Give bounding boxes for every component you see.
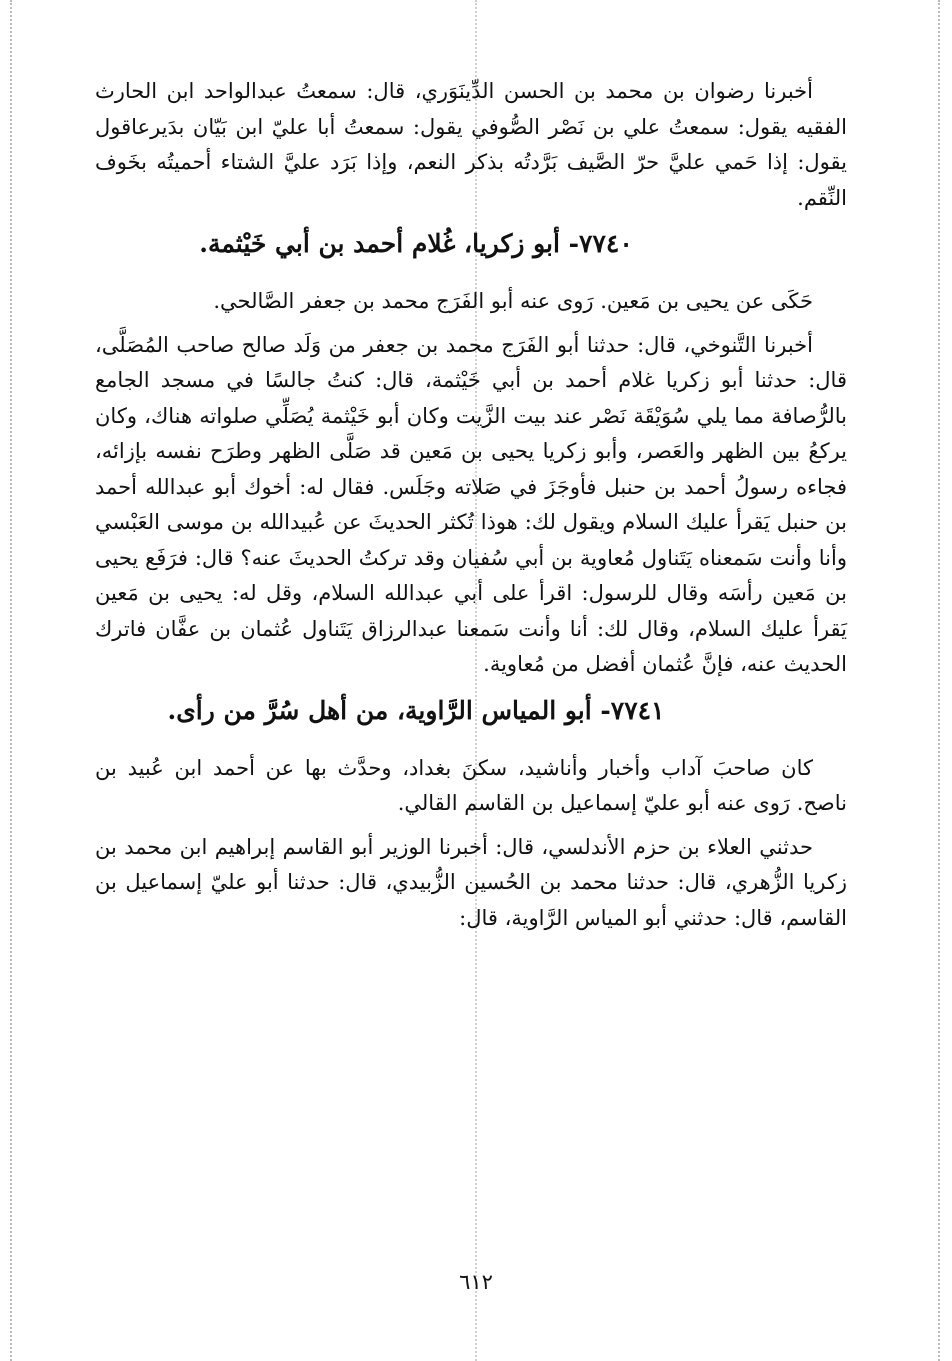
- paragraph-2: حَكَى عن يحيى بن مَعين. رَوى عنه أبو الفَرَج محمد بن جعفر الصَّالحي.: [213, 289, 813, 313]
- paragraph-5: حدثني العلاء بن حزم الأندلسي، قال: أخبرنا الوزير أبو القاسم إبراهيم ابن محمد بن زكريا الزُّهري، قال: حدثنا محمد بن الحُسين الزُّبيدي، قال: حدثنا أبو عليّ إسماعيل بن القاسم، قال: حدثني أبو المياس الرَّاوية، قال:: [95, 834, 847, 930]
- page-number: ٦١٢: [459, 1270, 493, 1294]
- paragraph-3: أخبرنا التَّنوخي، قال: حدثنا أبو الفَرَج محمد بن جعفر من وَلَد صالح صاحب المُصَلَّى، قال: حدثنا أبو زكريا غلام أحمد بن أبي خَيْثمة، قال: كنتُ جالسًا في مسجد الجامع بالرُّصافة مما يلي سُوَيْقَة نَصْر عند بيت الزَّيت وكان أبو خَيْثمة يُصَلِّي صلواته هناك، وكان يركعُ بين الظهر والعَصر، وأبو زكريا يحيى بن مَعين قد صَلَّى الظهر وطرَح نفسه بإزائه، فجاءه رسولُ أحمد بن حنبل فأوجَزَ في صَلاته وجَلَس. فقال له: أخوك أبو عبدالله أحمد بن حنبل يَقرأ عليك السلام ويقول لك: هوذا تُكثر الحديثَ عن عُبيدالله بن موسى العَبْسي وأنا وأنت سَمعناه يَتَناول مُعاوية بن أبي سُفيان وقد تركتُ الحديثَ عنه؟ قال: فرَفَع يحيى بن مَعين رأسَه وقال للرسول: اقرأ على أبي عبدالله السلام، وقل له: يحيى بن مَعين يَقرأ عليك السلام، وقال لك: أنا وأنت سَمعنا عبدالرزاق يَتَناول عُثمان بن عفَّان فاترك الحديث عنه، فإنَّ عُثمان أفضل من مُعاوية.: [95, 332, 848, 676]
- entry-heading-7741: ٧٧٤١- أبو المياس الرَّاوية، من أهل سُرَّ من رأى.: [167, 695, 665, 725]
- paragraph-1: أخبرنا رضوان بن محمد بن الحسن الدِّينَوَري، قال: سمعتُ عبدالواحد ابن الحارث الفقيه يقول: سمعتُ علي بن نَصْر الصُّوفي يقول: سمعتُ أبا عليّ ابن بَيّان بدَيرعاقول يقول: إذا حَمي عليَّ حرّ الصَّيف بَرَّدتُه بذكر النعم، وإذا بَرَد عليَّ الشتاء أحميتُه بخَوف النِّقم.: [95, 79, 847, 210]
- entry-heading-7740: ٧٧٤٠- أبو زكريا، غُلام أحمد بن أبي خَيْثمة.: [199, 229, 633, 258]
- page-body: [95, 74, 847, 944]
- scan-guide-line-right: [938, 0, 940, 1361]
- scan-guide-line-left: [10, 0, 12, 1361]
- paragraph-4: كان صاحبَ آداب وأخبار وأناشيد، سكنَ بغداد، وحدَّث بها عن أحمد ابن عُبيد بن ناصح. رَوى عنه أبو عليّ إسماعيل بن القاسم القالي.: [95, 755, 847, 815]
